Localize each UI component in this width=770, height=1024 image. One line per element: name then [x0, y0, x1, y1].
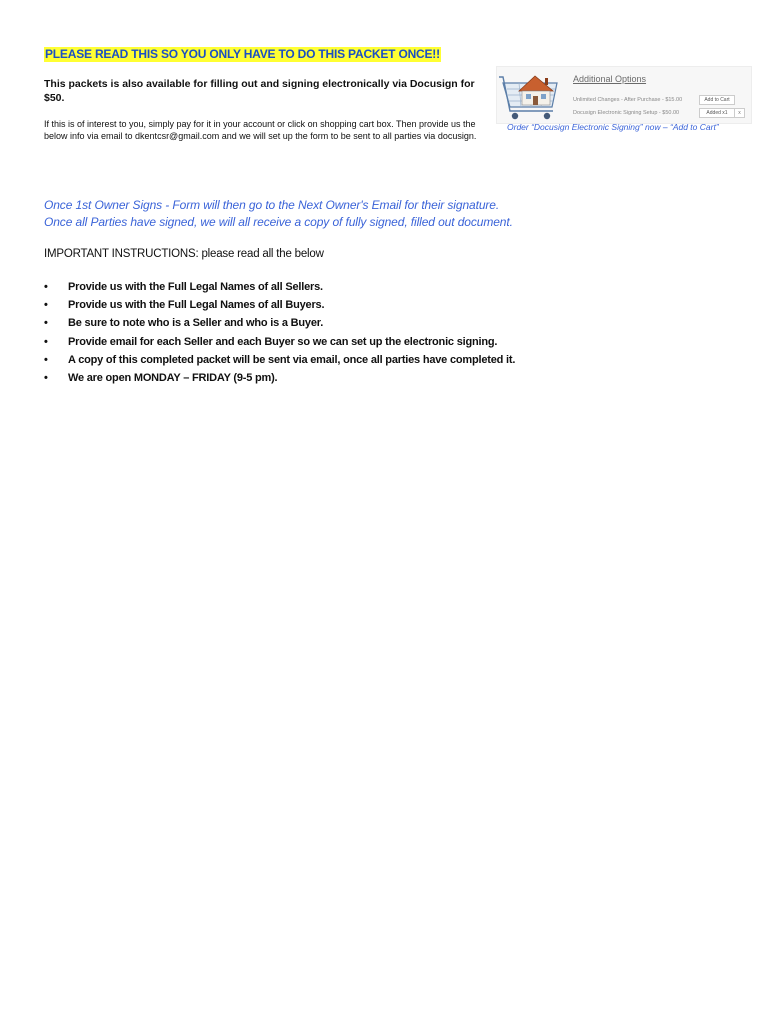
add-to-cart-thumbnail[interactable] — [496, 66, 752, 124]
shopping-cart-house-icon — [497, 67, 573, 123]
remove-icon[interactable]: x — [734, 108, 745, 118]
additional-options-title: Additional Options — [573, 74, 647, 84]
list-item — [44, 333, 744, 351]
unlimited-changes-option: Unlimited Changes - After Purchase - $15.00 — [573, 97, 683, 103]
intro-docusign-text: This packets is also available for filling out and signing electronically via Docusign for $50. — [44, 78, 475, 104]
docusign-option: Docusign Electronic Signing Setup - $50.00 — [573, 110, 680, 116]
bullet-icon: • — [44, 353, 48, 366]
intro-instructions-text: If this is of interest to you, simply pay for it in your account or click on shopping cart box. Then provide us the below info via email to dkentcsr@gmail.com and we will set up the form to be sent to all parties via docusign. — [44, 119, 477, 141]
instructions-title: IMPORTANT INSTRUCTIONS: please read all the below — [44, 248, 324, 260]
list-item — [44, 314, 744, 332]
list-item-text: Provide us with the Full Legal Names of all Buyers. — [68, 299, 325, 312]
note-line-2: Once all Parties have signed, we will all receive a copy of fully signed, filled out document. — [44, 215, 513, 229]
list-item — [44, 278, 744, 296]
bullet-icon: • — [44, 299, 48, 312]
instructions-list — [44, 278, 744, 387]
bullet-icon: • — [44, 371, 48, 384]
bullet-icon: • — [44, 335, 48, 348]
list-item-text: Provide email for each Seller and each Buyer so we can set up the electronic signing. — [68, 335, 498, 348]
list-item — [44, 296, 744, 314]
list-item — [44, 351, 744, 369]
list-item-text: We are open MONDAY – FRIDAY (9-5 pm). — [68, 371, 278, 384]
page-heading: PLEASE READ THIS SO YOU ONLY HAVE TO DO THIS PACKET ONCE!! — [45, 47, 440, 61]
list-item-text: A copy of this completed packet will be sent via email, once all parties have completed it. — [68, 353, 516, 366]
list-item — [44, 369, 744, 387]
list-item-text: Be sure to note who is a Seller and who is a Buyer. — [68, 317, 324, 330]
bullet-icon: • — [44, 281, 48, 293]
thumbnail-caption: Order “Docusign Electronic Signing” now – “Add to Cart” — [507, 122, 719, 132]
added-to-cart-button[interactable]: Added x1 — [699, 108, 735, 118]
list-item-text: Provide us with the Full Legal Names of all Sellers. — [68, 281, 323, 293]
add-to-cart-button[interactable]: Add to Cart — [699, 95, 735, 105]
bullet-icon: • — [44, 317, 48, 330]
signing-process-note — [44, 197, 744, 231]
note-line-1: Once 1st Owner Signs - Form will then go to the Next Owner's Email for their signature. — [44, 198, 500, 212]
